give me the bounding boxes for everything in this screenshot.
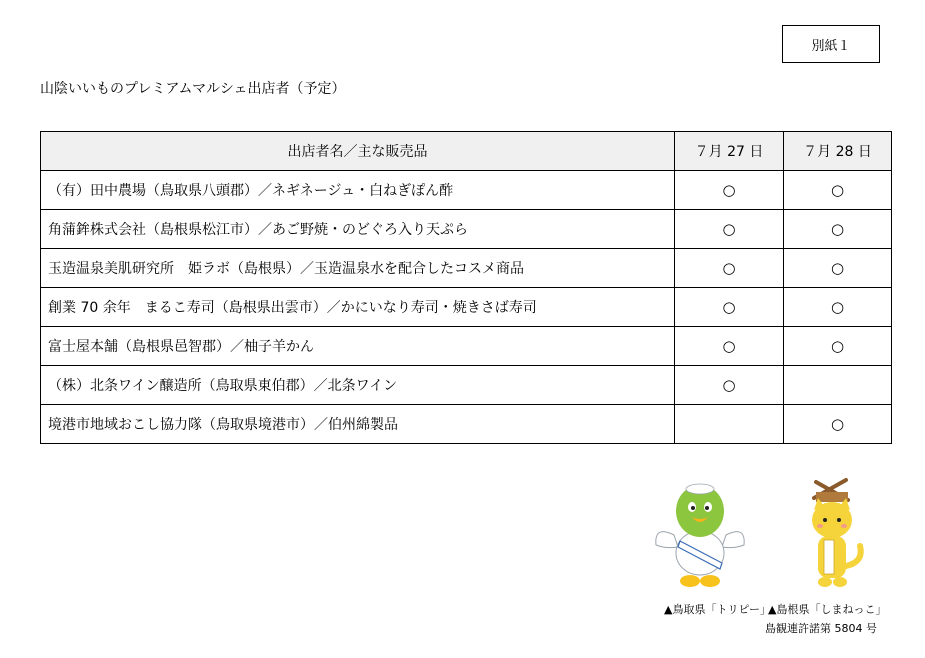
header-day-2: ７月 28 日 [784, 132, 892, 171]
day-1-mark: ○ [675, 288, 784, 327]
attachment-label: 別紙１ [782, 25, 880, 63]
shimanekko-caption: ▲島根県「しまねっこ」 [768, 603, 887, 616]
vendor-table [40, 131, 892, 444]
day-2-mark: ○ [784, 327, 892, 366]
day-2-mark: ○ [784, 405, 892, 444]
day-2-mark: ○ [784, 210, 892, 249]
table-row [41, 405, 892, 444]
table-row [41, 366, 892, 405]
vendor-name-cell: （株）北条ワイン醸造所（鳥取県東伯郡）／北条ワイン [41, 366, 675, 405]
day-1-mark: ○ [675, 366, 784, 405]
vendor-name-cell: 角蒲鉾株式会社（島根県松江市）／あご野焼・のどぐろ入り天ぷら [41, 210, 675, 249]
table-header-row [41, 132, 892, 171]
toripy-caption: ▲鳥取県「トリピー」 [664, 603, 772, 616]
shimanekko-mascot-illustration [790, 476, 872, 592]
table-row [41, 249, 892, 288]
vendor-name-cell: 創業 70 余年 まるこ寿司（島根県出雲市）／かにいなり寿司・焼きさば寿司 [41, 288, 675, 327]
table-row [41, 210, 892, 249]
toripy-mascot-illustration [652, 475, 748, 593]
day-2-mark: ○ [784, 249, 892, 288]
day-2-mark [784, 366, 892, 405]
header-day-1: ７月 27 日 [675, 132, 784, 171]
table-row [41, 327, 892, 366]
permit-number: 島観連許諾第 5804 号 [765, 622, 877, 635]
vendor-name-cell: （有）田中農場（鳥取県八頭郡）／ネギネージュ・白ねぎぽん酢 [41, 171, 675, 210]
day-2-mark: ○ [784, 171, 892, 210]
day-2-mark: ○ [784, 288, 892, 327]
table-row [41, 288, 892, 327]
day-1-mark: ○ [675, 249, 784, 288]
vendor-name-cell: 境港市地域おこし協力隊（鳥取県境港市）／伯州綿製品 [41, 405, 675, 444]
header-vendor-name: 出店者名／主な販売品 [41, 132, 675, 171]
vendor-name-cell: 富士屋本舗（島根県邑智郡）／柚子羊かん [41, 327, 675, 366]
day-1-mark: ○ [675, 210, 784, 249]
day-1-mark [675, 405, 784, 444]
table-row [41, 171, 892, 210]
day-1-mark: ○ [675, 171, 784, 210]
vendor-name-cell: 玉造温泉美肌研究所 姫ラボ（島根県）／玉造温泉水を配合したコスメ商品 [41, 249, 675, 288]
day-1-mark: ○ [675, 327, 784, 366]
page-title: 山陰いいものプレミアムマルシェ出店者（予定） [40, 81, 346, 97]
